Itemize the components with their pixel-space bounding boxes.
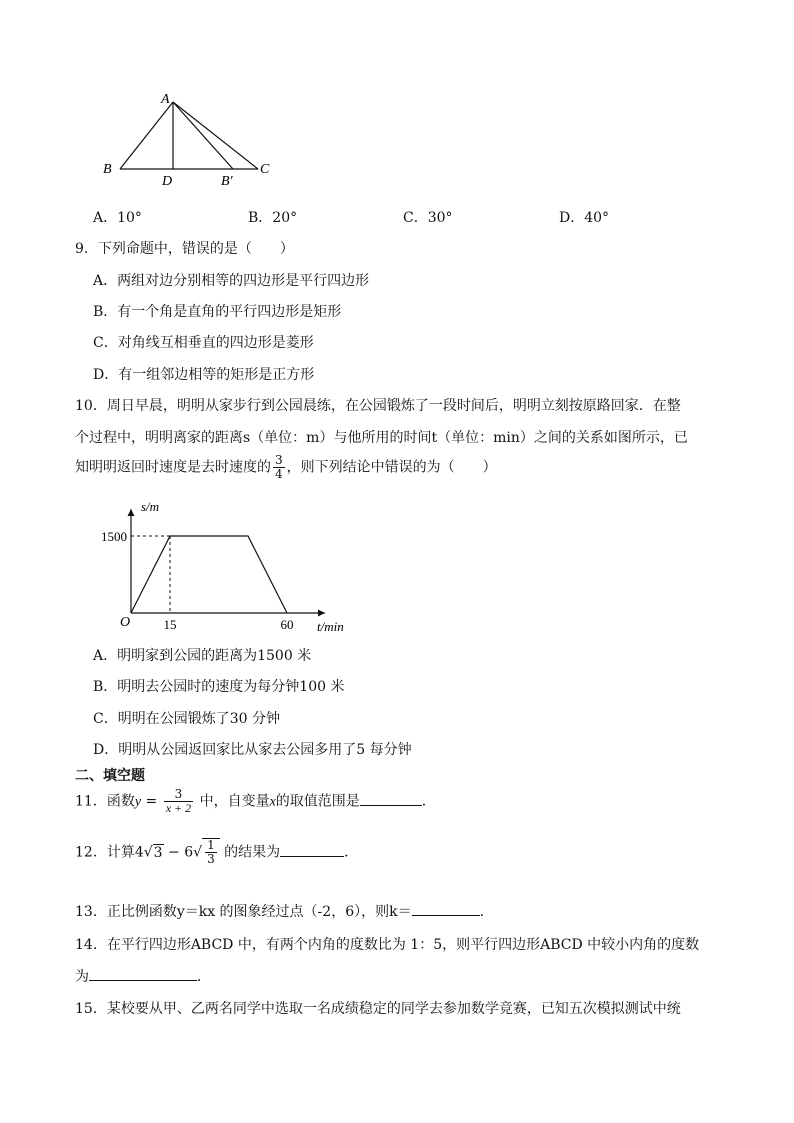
q11-middle: 中，自变量 xyxy=(195,793,270,810)
q8-option-d: D．40° xyxy=(559,210,610,226)
frac-numerator: 3 xyxy=(164,788,193,802)
q14-line2-start: 为 xyxy=(75,969,89,985)
frac-denominator: 4 xyxy=(275,467,283,481)
frac-numerator: 1 xyxy=(207,838,215,852)
answer-blank[interactable] xyxy=(280,842,344,857)
q10-line3-end: ，则下列结论中错误的为（ ） xyxy=(286,459,497,476)
q12-postfix: 的结果为 xyxy=(219,844,281,861)
q12-prefix: 12．计算 xyxy=(75,844,135,861)
var-y: y xyxy=(134,794,142,810)
section-heading: 二、填空题 xyxy=(75,768,145,784)
triangle-figure xyxy=(100,90,290,190)
distance-time-chart xyxy=(85,495,365,640)
q12-minus: − 6 xyxy=(163,844,194,861)
q11-postfix: 的取值范围是 xyxy=(275,793,360,810)
q10-line3-start: 知明明返回时速度是去时速度的 xyxy=(75,459,271,476)
y-axis-label: s/m xyxy=(141,499,160,514)
point-bprime-label: B′ xyxy=(221,174,233,189)
q10-line3 xyxy=(75,454,497,481)
sqrt-3: 3 xyxy=(153,844,163,861)
q12-fraction xyxy=(205,839,217,866)
q9-option-d: D．有一组邻边相等的矩形是正方形 xyxy=(93,367,315,383)
frac-denominator: x + 2 xyxy=(165,801,192,815)
sqrt-fraction xyxy=(202,838,220,866)
q10-option-d: D．明明从公园返回家比从家去公园多用了5 每分钟 xyxy=(93,742,412,758)
q12-coef: 4 xyxy=(134,844,144,861)
point-a-label: A xyxy=(161,92,170,107)
q8-option-b: B．20° xyxy=(248,210,298,226)
q11 xyxy=(75,788,436,815)
answer-blank[interactable] xyxy=(89,966,197,981)
q12-end: ． xyxy=(344,844,359,861)
frac-numerator: 3 xyxy=(275,453,283,467)
q13-end: ． xyxy=(479,904,494,920)
q9-option-a: A．两组对边分别相等的四边形是平行四边形 xyxy=(93,273,370,289)
q9-option-b: B．有一个角是直角的平行四边形是矩形 xyxy=(93,304,342,320)
y-tick-label: 1500 xyxy=(101,529,127,544)
series-line xyxy=(131,536,287,613)
fraction-three-quarters xyxy=(273,454,285,481)
point-b-label: B xyxy=(103,162,112,177)
q10-option-b: B．明明去公园时的速度为每分钟100 米 xyxy=(93,679,345,695)
q14-line2 xyxy=(75,966,211,986)
q10-option-a: A．明明家到公园的距离为1500 米 xyxy=(93,648,312,664)
q8-option-c: C．30° xyxy=(403,210,453,226)
q9-stem: 9．下列命题中，错误的是（ ） xyxy=(75,241,294,257)
q12: 12．计算4√3 − 6√ $\frac{1}{3}$ 的结果为 ． xyxy=(75,838,359,866)
point-c-label: C xyxy=(260,162,270,177)
q13 xyxy=(75,901,494,921)
origin-label: O xyxy=(119,615,131,630)
q14-end: ． xyxy=(197,969,211,985)
frac-denominator: 3 xyxy=(207,852,215,866)
point-d-label: D xyxy=(162,174,173,189)
q10-line2: 个过程中，明明离家的距离s（单位：m）与他所用的时间t（单位：min）之间的关系如图所示，已 xyxy=(75,430,688,446)
var-x: x xyxy=(269,794,276,810)
q10-line1: 10．周日早晨，明明从家步行到公园晨练，在公园锻炼了一段时间后，明明立刻按原路回家．在整 xyxy=(75,398,681,414)
q9-option-c: C．对角线互相垂直的四边形是菱形 xyxy=(93,335,314,351)
q11-prefix: 11．函数 xyxy=(75,793,135,810)
x-tick-label: 60 xyxy=(280,617,294,632)
x-tick-label: 15 xyxy=(163,617,177,632)
q8-option-a: A．10° xyxy=(93,210,142,226)
answer-blank[interactable] xyxy=(360,791,422,806)
q10-option-c: C．明明在公园锻炼了30 分钟 xyxy=(93,711,280,727)
equals-sign: = xyxy=(141,793,162,810)
q13-text: 13．正比例函数y＝kx 的图象经过点（-2，6），则k＝ xyxy=(75,904,412,920)
x-axis-label: t/min xyxy=(317,619,344,634)
answer-blank[interactable] xyxy=(412,901,480,916)
q14-line1: 14．在平行四边形ABCD 中，有两个内角的度数比为 1：5，则平行四边形ABCD 中较小内角的度数 xyxy=(75,937,700,953)
q11-end: ． xyxy=(421,793,436,810)
q15-line1: 15．某校要从甲、乙两名同学中选取一名成绩稳定的同学去参加数学竞赛，已知五次模拟测试中统 xyxy=(75,1001,681,1017)
q11-fraction xyxy=(164,788,193,815)
